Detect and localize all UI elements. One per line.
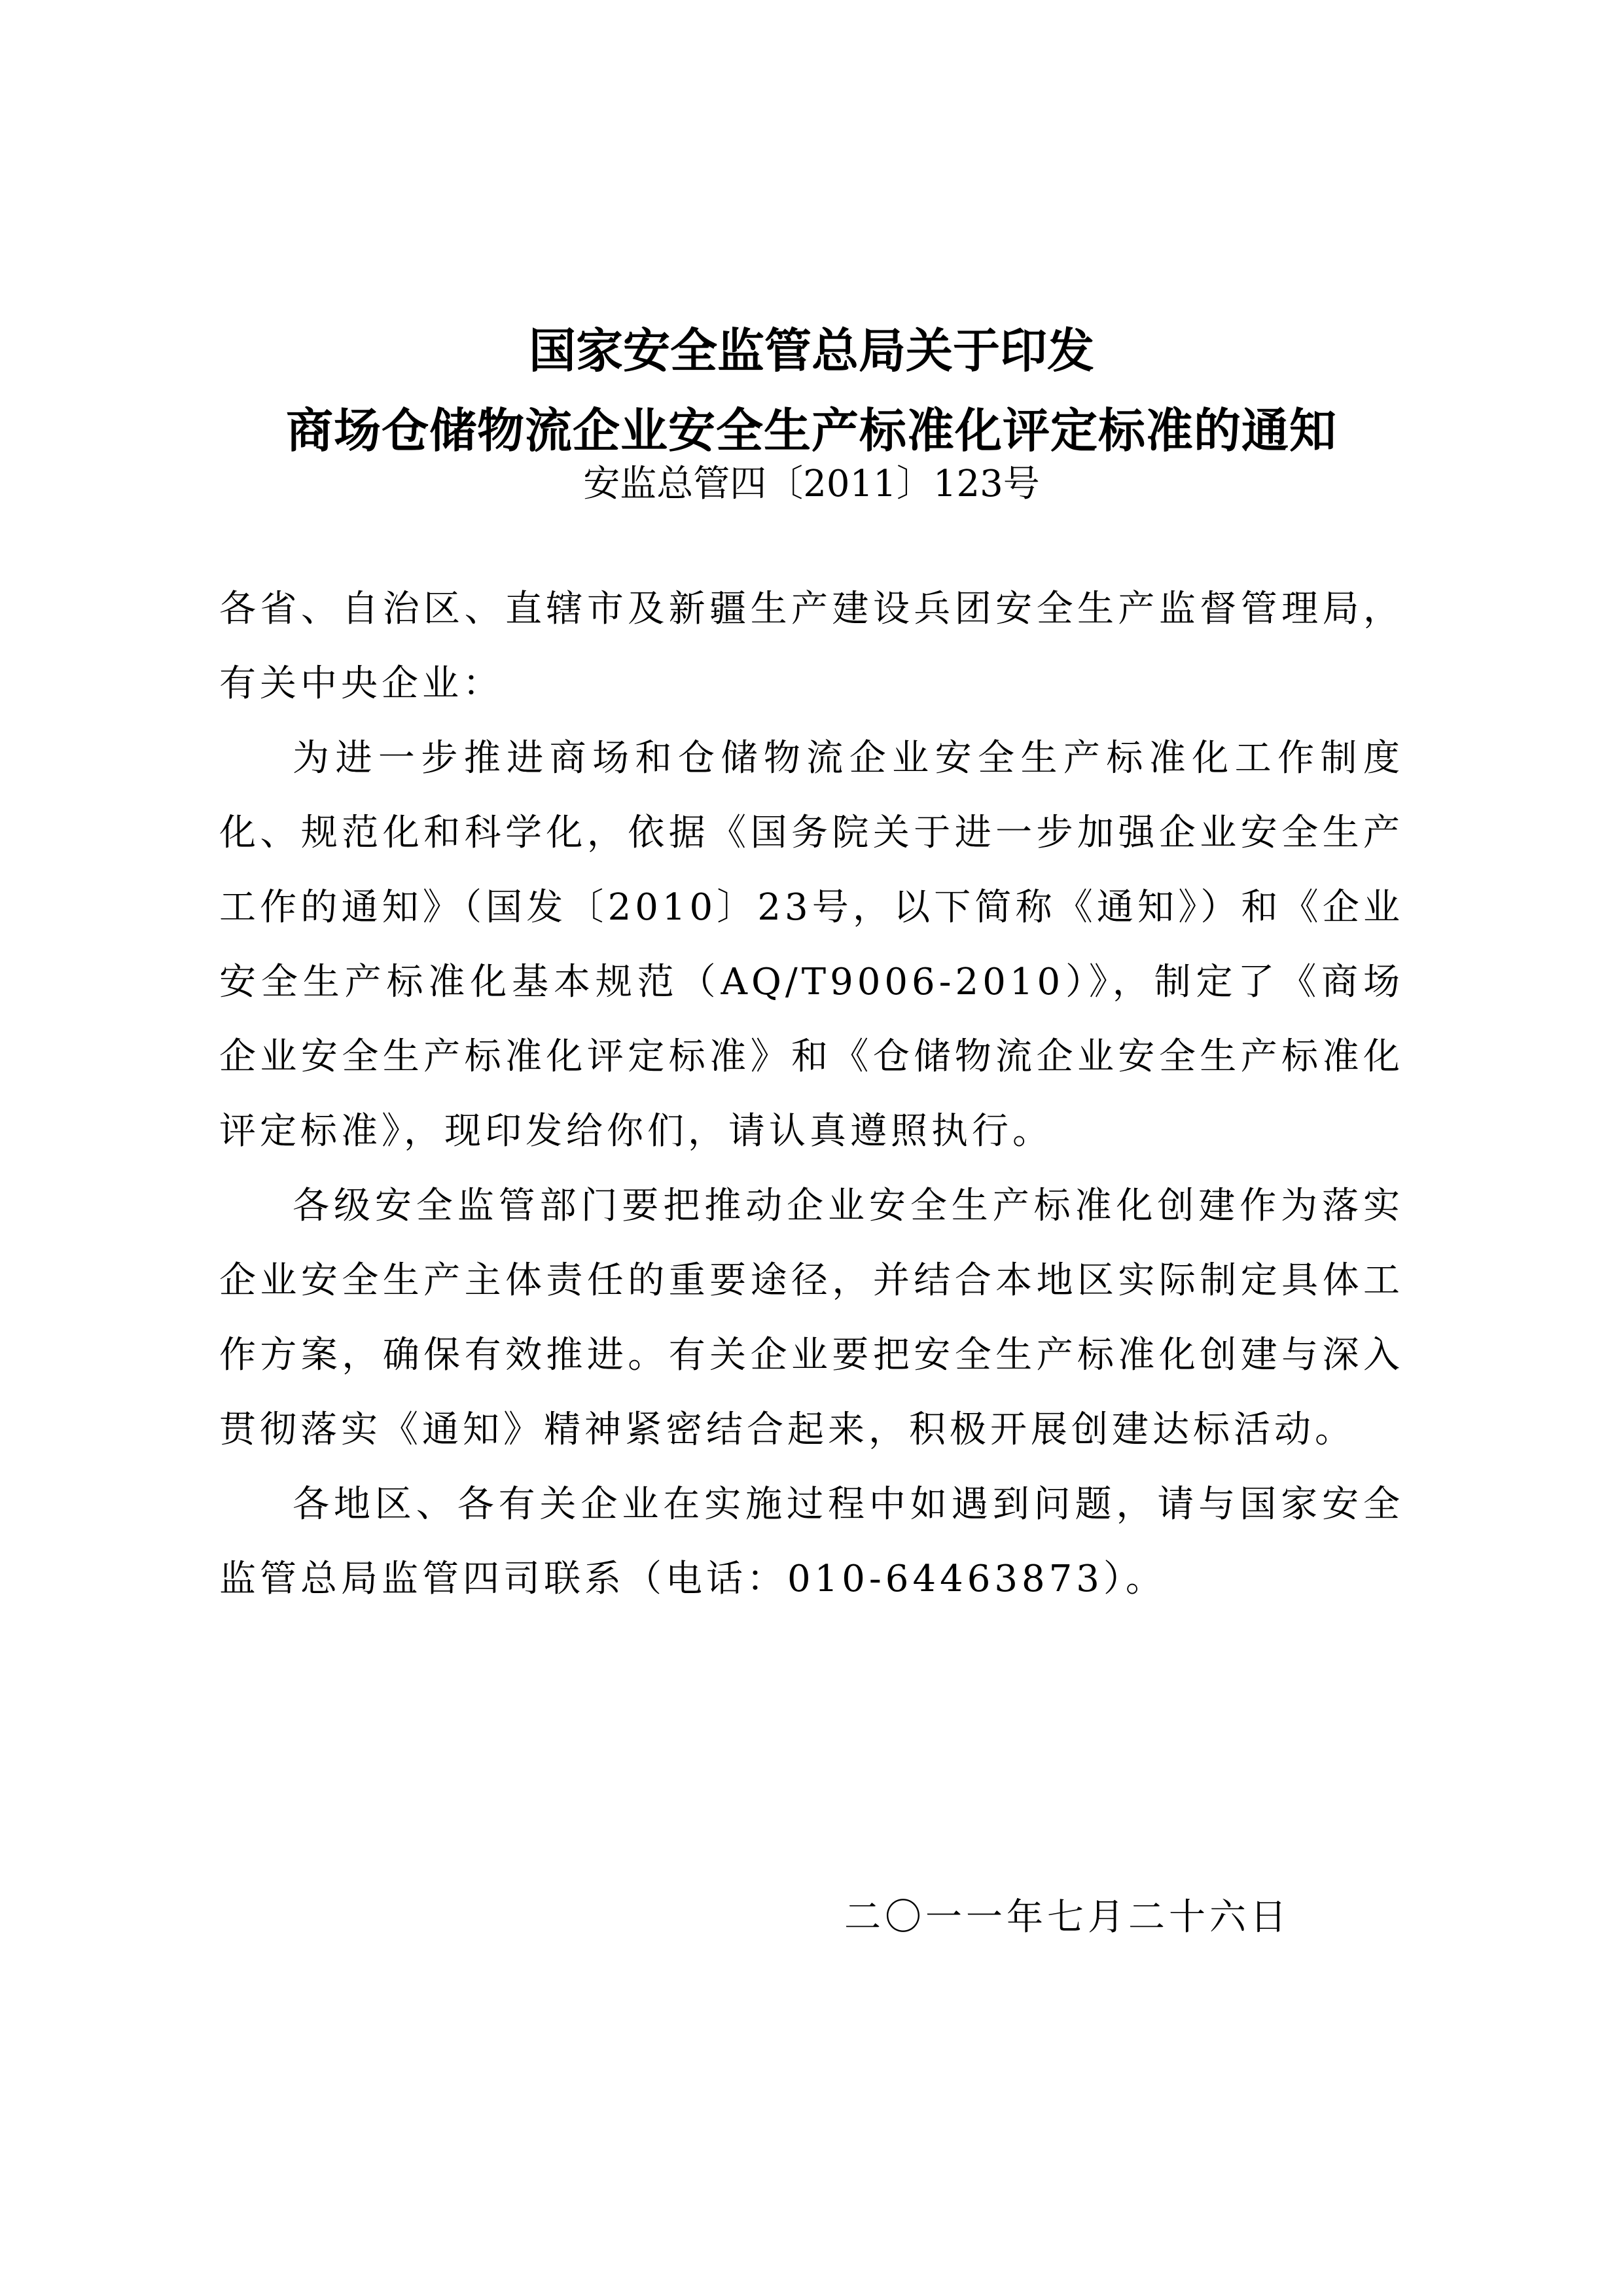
document-body xyxy=(219,572,1404,1617)
document-title-line-2: 商场仓储物流企业安全生产标准化评定标准的通知 xyxy=(285,403,1337,458)
document-date: 二〇一一年七月二十六日 xyxy=(844,1896,1291,1939)
addressee: 各省、自治区、直辖市及新疆生产建设兵团安全生产监督管理局，有关中央企业： xyxy=(219,588,1404,705)
paragraph-3: 各地区、各有关企业在实施过程中如遇到问题，请与国家安全监管总局监管四司联系（电话：010-64463873）。 xyxy=(219,1483,1404,1600)
document-title-line-1: 国家安全监管总局关于印发 xyxy=(528,323,1094,378)
document-number: 安监总管四〔2011〕123号 xyxy=(583,463,1040,505)
paragraph-1: 为进一步推进商场和仓储物流企业安全生产标准化工作制度化、规范化和科学化，依据《国务院关于进一步加强企业安全生产工作的通知》（国发〔2010〕23号，以下简称《通知》）和《企业安全生产标准化基本规范（AQ/T9006-2010）》，制定了《商场企业安全生产标准化评定标准》和《仓储物流企业安全生产标准化评定标准》，现印发给你们，请认真遵照执行。 xyxy=(219,737,1404,1153)
paragraph-2: 各级安全监管部门要把推动企业安全生产标准化创建作为落实企业安全生产主体责任的重要途径，并结合本地区实际制定具体工作方案，确保有效推进。有关企业要把安全生产标准化创建与深入贯彻落实《通知》精神紧密结合起来，积极开展创建达标活动。 xyxy=(219,1185,1404,1451)
